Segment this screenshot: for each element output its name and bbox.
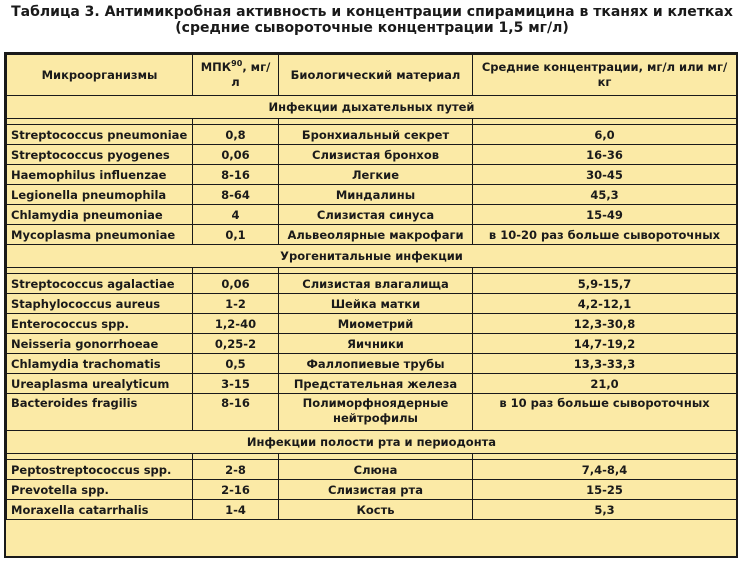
table-body	[7, 96, 737, 520]
material-cell: Фаллопиевые трубы	[279, 354, 473, 374]
mic-cell: 0,8	[193, 125, 279, 145]
table-caption	[0, 0, 744, 36]
material-cell: Яичники	[279, 334, 473, 354]
organism-cell: Chlamydia trachomatis	[7, 354, 193, 374]
organism-cell: Peptostreptococcus spp.	[7, 460, 193, 480]
section-title: Инфекции дыхательных путей	[7, 96, 737, 119]
table-row	[7, 125, 737, 145]
concentration-cell: в 10 раз больше сывороточных	[473, 394, 737, 431]
material-cell: Альвеолярные макрофаги	[279, 225, 473, 245]
mic-cell: 0,5	[193, 354, 279, 374]
table-row	[7, 354, 737, 374]
concentration-cell: 16-36	[473, 145, 737, 165]
mic-cell: 8-16	[193, 394, 279, 431]
organism-cell: Ureaplasma urealyticum	[7, 374, 193, 394]
table-row	[7, 334, 737, 354]
material-cell: Легкие	[279, 165, 473, 185]
header-material: Биологический материал	[279, 55, 473, 96]
material-cell: Слизистая бронхов	[279, 145, 473, 165]
table-row	[7, 314, 737, 334]
section-title: Инфекции полости рта и периодонта	[7, 431, 737, 454]
section-header-row	[7, 96, 737, 119]
material-cell: Шейка матки	[279, 294, 473, 314]
organism-cell: Moraxella catarrhalis	[7, 500, 193, 520]
header-concentration: Средние концентрации, мг/л или мг/кг	[473, 55, 737, 96]
data-table-container	[4, 52, 738, 558]
concentration-cell: 6,0	[473, 125, 737, 145]
organism-cell: Neisseria gonorrhoeae	[7, 334, 193, 354]
concentration-cell: 12,3-30,8	[473, 314, 737, 334]
organism-cell: Legionella pneumophila	[7, 185, 193, 205]
section-header-row	[7, 245, 737, 268]
table-row	[7, 460, 737, 480]
concentration-cell: 21,0	[473, 374, 737, 394]
material-cell: Полиморфноядерные нейтрофилы	[279, 394, 473, 431]
material-cell: Бронхиальный секрет	[279, 125, 473, 145]
concentration-cell: 15-25	[473, 480, 737, 500]
concentration-cell: 5,9-15,7	[473, 274, 737, 294]
material-cell: Слизистая рта	[279, 480, 473, 500]
mic-cell: 3-15	[193, 374, 279, 394]
header-mic	[193, 55, 279, 96]
mic-cell: 0,06	[193, 274, 279, 294]
mic-cell: 2-8	[193, 460, 279, 480]
organism-cell: Staphylococcus aureus	[7, 294, 193, 314]
table-row	[7, 205, 737, 225]
mic-cell: 1-4	[193, 500, 279, 520]
organism-cell: Streptococcus pneumoniae	[7, 125, 193, 145]
caption-line-1: Таблица 3. Антимикробная активность и концентрации спирамицина в тканях и клетках	[11, 4, 733, 20]
mic-cell: 8-16	[193, 165, 279, 185]
table-row	[7, 165, 737, 185]
header-mic-subscript: 90	[231, 59, 243, 68]
table-row	[7, 185, 737, 205]
concentration-cell: 15-49	[473, 205, 737, 225]
mic-cell: 1-2	[193, 294, 279, 314]
mic-cell: 0,25-2	[193, 334, 279, 354]
material-cell: Миометрий	[279, 314, 473, 334]
concentration-cell: 30-45	[473, 165, 737, 185]
table-row	[7, 274, 737, 294]
organism-cell: Chlamydia pneumoniae	[7, 205, 193, 225]
mic-cell: 8-64	[193, 185, 279, 205]
header-mic-unit: , мг/л	[231, 60, 271, 89]
caption-line-2: (средние сывороточные концентрации 1,5 мг/л)	[175, 20, 569, 36]
concentration-cell: 4,2-12,1	[473, 294, 737, 314]
material-cell: Слизистая синуса	[279, 205, 473, 225]
header-mic-label: МПК	[200, 60, 232, 74]
concentration-cell: 7,4-8,4	[473, 460, 737, 480]
material-cell: Миндалины	[279, 185, 473, 205]
organism-cell: Streptococcus pyogenes	[7, 145, 193, 165]
organism-cell: Bacteroides fragilis	[7, 394, 193, 431]
material-cell: Предстательная железа	[279, 374, 473, 394]
header-row	[7, 55, 737, 96]
table-row	[7, 480, 737, 500]
organism-cell: Mycoplasma pneumoniae	[7, 225, 193, 245]
mic-cell: 0,1	[193, 225, 279, 245]
mic-cell: 1,2-40	[193, 314, 279, 334]
material-cell: Слюна	[279, 460, 473, 480]
table-row	[7, 394, 737, 431]
table-row	[7, 500, 737, 520]
header-organism: Микроорганизмы	[7, 55, 193, 96]
section-header-row	[7, 431, 737, 454]
organism-cell: Haemophilus influenzae	[7, 165, 193, 185]
mic-cell: 0,06	[193, 145, 279, 165]
concentration-cell: 45,3	[473, 185, 737, 205]
concentration-cell: в 10-20 раз больше сывороточных	[473, 225, 737, 245]
table-row	[7, 145, 737, 165]
organism-cell: Streptococcus agalactiae	[7, 274, 193, 294]
table-row	[7, 374, 737, 394]
organism-cell: Prevotella spp.	[7, 480, 193, 500]
concentration-cell: 13,3-33,3	[473, 354, 737, 374]
data-table	[6, 54, 737, 520]
concentration-cell: 5,3	[473, 500, 737, 520]
section-title: Урогенитальные инфекции	[7, 245, 737, 268]
material-cell: Кость	[279, 500, 473, 520]
organism-cell: Enterococcus spp.	[7, 314, 193, 334]
material-cell: Слизистая влагалища	[279, 274, 473, 294]
table-row	[7, 294, 737, 314]
mic-cell: 4	[193, 205, 279, 225]
mic-cell: 2-16	[193, 480, 279, 500]
concentration-cell: 14,7-19,2	[473, 334, 737, 354]
table-row	[7, 225, 737, 245]
